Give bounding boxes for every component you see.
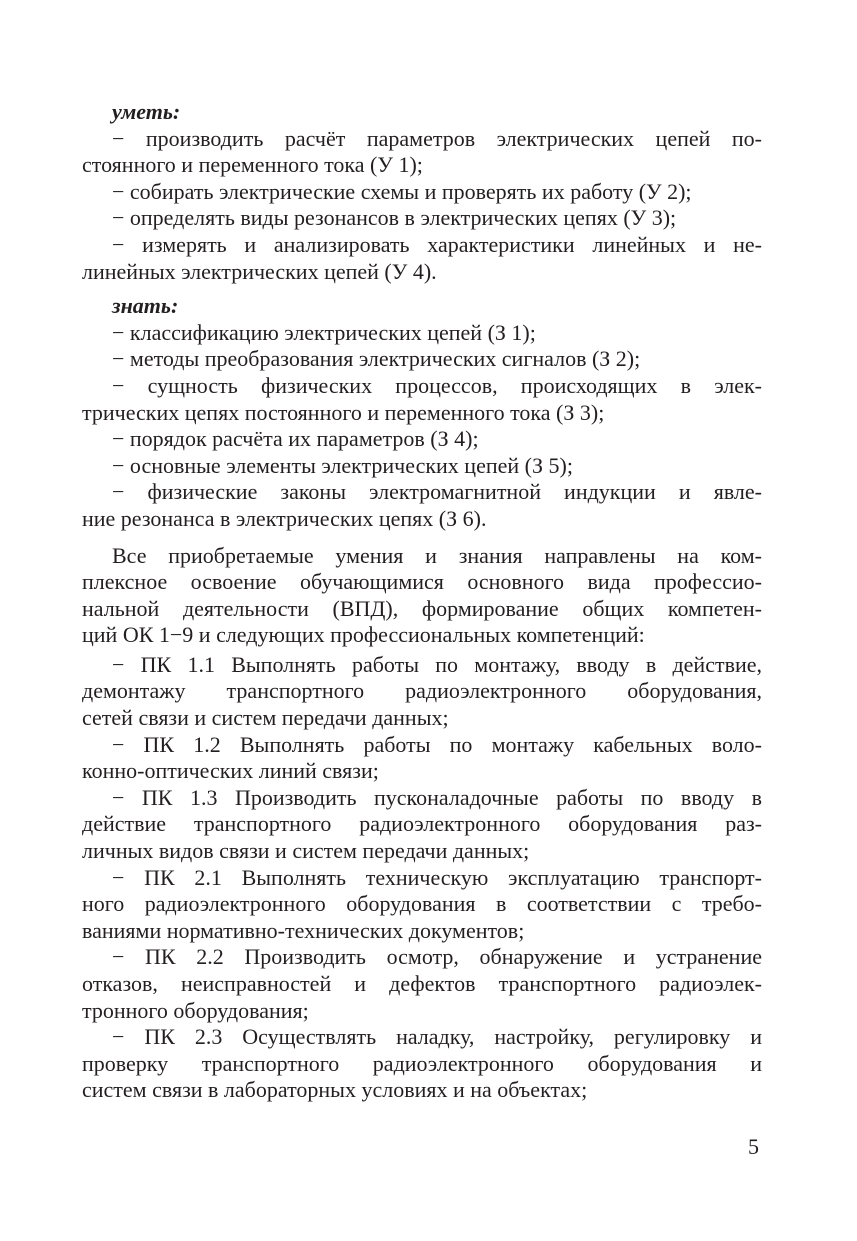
text-line: трических цепях постоянного и переменного тока (З 3); <box>82 399 605 425</box>
text-line: линейных электрических цепей (У 4). <box>82 258 437 284</box>
paragraph <box>82 865 762 945</box>
text-line: ние резонанса в электрических цепях (З 6). <box>82 505 487 531</box>
paragraph <box>82 232 762 285</box>
paragraph <box>82 785 762 865</box>
paragraph <box>82 346 762 373</box>
text-line: − ПК 1.1 Выполнять работы по монтажу, вводу в действие, <box>112 651 762 677</box>
text-line: − методы преобразования электрических сигналов (З 2); <box>112 346 641 372</box>
paragraph <box>82 543 762 649</box>
paragraph <box>82 732 762 785</box>
text-line: конно-оптических линий связи; <box>82 758 379 784</box>
text-line: − физические законы электромагнитной индукции и явле- <box>112 479 762 505</box>
text-line: ций ОК 1−9 и следующих профессиональных компетенций: <box>82 622 645 648</box>
text-line: − сущность физических процессов, происходящих в элек- <box>112 372 762 398</box>
text-line: проверку транспортного радиоэлектронного оборудования и <box>82 1050 762 1076</box>
text-line: − классификацию электрических цепей (З 1); <box>112 319 536 345</box>
paragraph <box>82 373 762 426</box>
paragraph <box>82 944 762 1024</box>
paragraph <box>82 179 762 206</box>
text-line: − ПК 2.2 Производить осмотр, обнаружение и устранение <box>112 944 762 970</box>
text-line: − измерять и анализировать характеристики линейных и не- <box>112 231 762 257</box>
paragraph <box>82 652 762 732</box>
section-heading: знать: <box>112 293 179 319</box>
text-line: ваниями нормативно-технических документов; <box>82 917 525 943</box>
text-line: − ПК 2.3 Осуществлять наладку, настройку, регулировку и <box>112 1024 762 1050</box>
text-line: − определять виды резонансов в электрических цепях (У 3); <box>112 205 677 231</box>
text-line: − ПК 2.1 Выполнять техническую эксплуатацию транспорт- <box>112 864 762 890</box>
text-line: плексное освоение обучающимися основного вида профессио- <box>82 569 762 595</box>
text-line: − ПК 1.2 Выполнять работы по монтажу кабельных воло- <box>112 731 762 757</box>
text-line: систем связи в лабораторных условиях и на объектах; <box>82 1077 588 1103</box>
section-heading: уметь: <box>112 99 181 124</box>
text-line: действие транспортного радиоэлектронного оборудования раз- <box>82 811 762 837</box>
page-body <box>82 99 762 1104</box>
paragraph <box>82 426 762 453</box>
text-line: − основные элементы электрических цепей (З 5); <box>112 452 573 478</box>
paragraph <box>82 320 762 347</box>
paragraph <box>82 205 762 232</box>
text-line: тронного оборудования; <box>82 997 309 1023</box>
paragraph <box>82 126 762 179</box>
text-line: отказов, неисправностей и дефектов транспортного радиоэлек- <box>82 971 762 996</box>
text-line: сетей связи и систем передачи данных; <box>82 705 449 731</box>
text-line: − производить расчёт параметров электрических цепей по- <box>112 125 762 151</box>
paragraph <box>82 1024 762 1104</box>
text-line: ного радиоэлектронного оборудования в соответствии с требо- <box>82 891 762 917</box>
text-line: нальной деятельности (ВПД), формирование общих компетен- <box>82 595 762 621</box>
text-line: личных видов связи и систем передачи данных; <box>82 838 530 864</box>
text-line: Все приобретаемые умения и знания направлены на ком- <box>112 542 762 568</box>
text-line: − собирать электрические схемы и проверять их работу (У 2); <box>112 178 692 204</box>
text-line: демонтажу транспортного радиоэлектронного оборудования, <box>82 678 762 704</box>
paragraph <box>82 453 762 480</box>
text-line: − ПК 1.3 Производить пусконаладочные работы по вводу в <box>112 784 762 810</box>
page-number: 5 <box>748 1134 759 1159</box>
text-line: − порядок расчёта их параметров (З 4); <box>112 426 479 452</box>
paragraph <box>82 479 762 532</box>
text-line: стоянного и переменного тока (У 1); <box>82 152 423 178</box>
